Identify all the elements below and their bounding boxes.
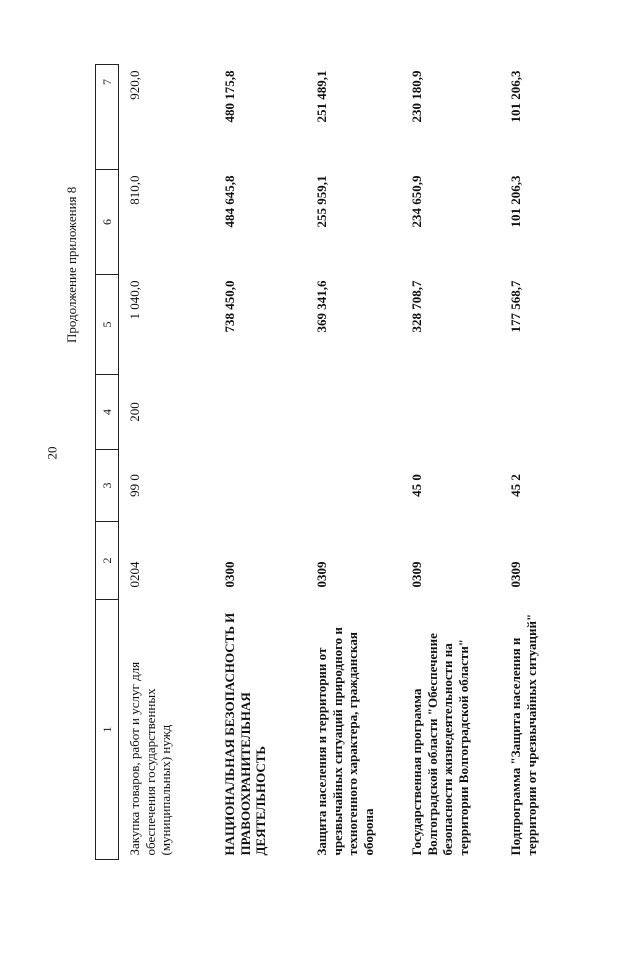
- row-amount-1: 1 040,0: [127, 280, 142, 320]
- row-amount-1: 738 450,0: [222, 280, 237, 333]
- row-program-code: 45 2: [508, 474, 523, 497]
- row-expense-type: 200: [127, 402, 142, 422]
- row-expense-type: [401, 375, 500, 450]
- row-amount-2: 484 645,8: [222, 175, 237, 228]
- header-col-4: 4: [96, 375, 119, 450]
- row-amount-1: 177 568,7: [508, 280, 523, 333]
- row-name: Подпрограмма "Защита населения и территории от чрезвычайных ситуаций": [508, 613, 539, 856]
- header-col-5: 5: [96, 275, 119, 375]
- row-amount-3: 251 489,1: [314, 70, 329, 123]
- row-name: Государственная программа Волгоградской области "Обеспечение безопасности жизнедеятельности на территории Волгоградской области": [409, 633, 471, 856]
- table-row: [119, 65, 215, 860]
- row-section-code: 0300: [222, 561, 237, 588]
- row-amount-3: 480 175,8: [222, 70, 237, 123]
- row-name: НАЦИОНАЛЬНАЯ БЕЗОПАСНОСТЬ И ПРАВООХРАНИТЕЛЬНАЯ ДЕЯТЕЛЬНОСТЬ: [222, 612, 268, 856]
- row-expense-type: [500, 375, 603, 450]
- table-header: [96, 65, 119, 860]
- row-amount-3: 920,0: [127, 70, 142, 100]
- row-amount-2: 101 206,3: [508, 175, 523, 228]
- header-col-1: 1: [96, 600, 119, 860]
- row-section-code: 0309: [508, 561, 523, 588]
- row-amount-1: 369 341,6: [314, 280, 329, 333]
- row-amount-2: 255 959,1: [314, 175, 329, 228]
- row-section-code: 0309: [314, 561, 329, 588]
- row-name: Защита населения и территории от чрезвычайных ситуаций природного и техногенного характера, гражданская оборона: [314, 627, 376, 856]
- header-col-3: 3: [96, 450, 119, 522]
- row-program-code: [214, 450, 306, 522]
- row-section-code: 0204: [127, 561, 142, 588]
- table-row: [401, 65, 500, 860]
- row-program-code: 45 0: [409, 474, 424, 497]
- row-expense-type: [214, 375, 306, 450]
- row-expense-type: [306, 375, 401, 450]
- table-row: [306, 65, 401, 860]
- row-section-code: 0309: [409, 561, 424, 588]
- appendix-caption: [60, 48, 90, 953]
- table-body: [119, 65, 604, 860]
- row-amount-3: 230 180,9: [409, 70, 424, 123]
- row-program-code: 99 0: [127, 474, 142, 497]
- header-col-7: 7: [96, 65, 119, 170]
- row-program-code: [306, 450, 401, 522]
- budget-table: [95, 64, 603, 860]
- row-amount-2: 810,0: [127, 175, 142, 205]
- row-amount-1: 328 708,7: [409, 280, 424, 333]
- row-amount-3: 101 206,3: [508, 70, 523, 123]
- header-col-6: 6: [96, 170, 119, 275]
- page-number-text: 20: [44, 446, 59, 460]
- row-amount-2: 234 650,9: [409, 175, 424, 228]
- table-row: [500, 65, 603, 860]
- appendix-caption-text: Продолжение приложения 8: [64, 186, 79, 343]
- rotated-table-container: [95, 0, 640, 905]
- header-row: [96, 65, 119, 860]
- table-row: [214, 65, 306, 860]
- row-name: Закупка товаров, работ и услуг для обеспечения государственных (муниципальных) нужд: [127, 661, 173, 856]
- header-col-2: 2: [96, 522, 119, 600]
